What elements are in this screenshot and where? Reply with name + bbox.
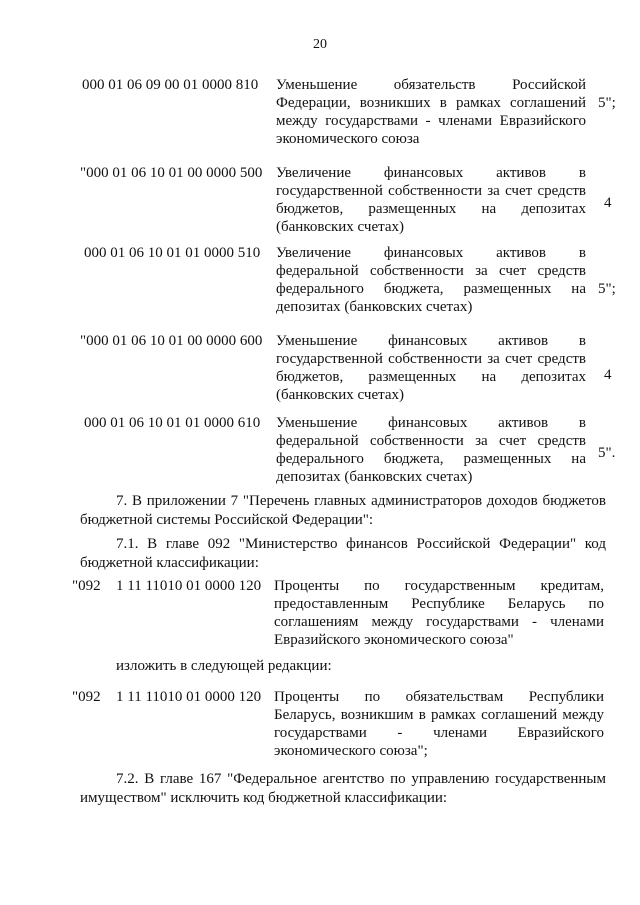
- budget-code-entry: [0, 76, 640, 152]
- budget-code: "000 01 06 10 01 00 0000 500: [80, 165, 263, 181]
- column-value: 4: [604, 367, 612, 383]
- column-value: 4: [604, 195, 612, 211]
- budget-code-entry: [0, 332, 640, 408]
- budget-code: 000 01 06 10 01 01 0000 510: [84, 245, 261, 261]
- administrator-code: "092: [72, 578, 101, 594]
- paragraph-7: 7. В приложении 7 "Перечень главных администраторов доходов бюджетов бюджетной системы Российской Федерации":: [80, 493, 606, 528]
- revenue-code-description: Проценты по обязательствам Республики Беларусь, возникшим в рамках соглашений между государствами - членами Евразийского экономического союза";: [274, 689, 604, 759]
- budget-code: 000 01 06 10 01 01 0000 610: [84, 415, 261, 431]
- budget-code-entry: [0, 244, 640, 320]
- revenue-code-description: Проценты по государственным кредитам, предоставленным Республике Беларусь по соглашениям между государствами - членами Евразийского экономического союза": [274, 578, 604, 648]
- page-number: 20: [313, 37, 327, 52]
- restate-text: изложить в следующей редакции:: [116, 658, 332, 674]
- budget-code-description: Увеличение финансовых активов в федеральной собственности за счет средств федерального бюджета, размещенных на депозитах (банковских счетах): [276, 245, 586, 315]
- budget-code-entry: [0, 164, 640, 240]
- revenue-code: 1 11 11010 01 0000 120: [116, 578, 262, 594]
- paragraph-7-1: 7.1. В главе 092 "Министерство финансов Российской Федерации" код бюджетной классификации:: [80, 536, 606, 571]
- administrator-code: "092: [72, 689, 101, 705]
- budget-code-description: Уменьшение обязательств Российской Федерации, возникших в рамках соглашений между государствами - членами Евразийского экономического союза: [276, 77, 586, 147]
- budget-code: 000 01 06 09 00 01 0000 810: [82, 77, 259, 93]
- budget-code-description: Увеличение финансовых активов в государственной собственности за счет средств бюджетов, размещенных на депозитах (банковских счетах): [276, 165, 586, 235]
- column-value: 5";: [598, 281, 616, 297]
- budget-code-description: Уменьшение финансовых активов в государственной собственности за счет средств бюджетов, размещенных на депозитах (банковских счетах): [276, 333, 586, 403]
- revenue-code-new: [0, 688, 640, 764]
- budget-code-entry: [0, 414, 640, 490]
- column-value: 5".: [598, 445, 616, 461]
- revenue-code-old: [0, 577, 640, 653]
- revenue-code: 1 11 11010 01 0000 120: [116, 689, 262, 705]
- paragraph-7-2: 7.2. В главе 167 "Федеральное агентство по управлению государственным имуществом" исключить код бюджетной классификации:: [80, 771, 606, 806]
- column-value: 5";: [598, 95, 616, 111]
- budget-code: "000 01 06 10 01 00 0000 600: [80, 333, 263, 349]
- budget-code-description: Уменьшение финансовых активов в федеральной собственности за счет средств федерального бюджета, размещенных на депозитах (банковских счетах): [276, 415, 586, 485]
